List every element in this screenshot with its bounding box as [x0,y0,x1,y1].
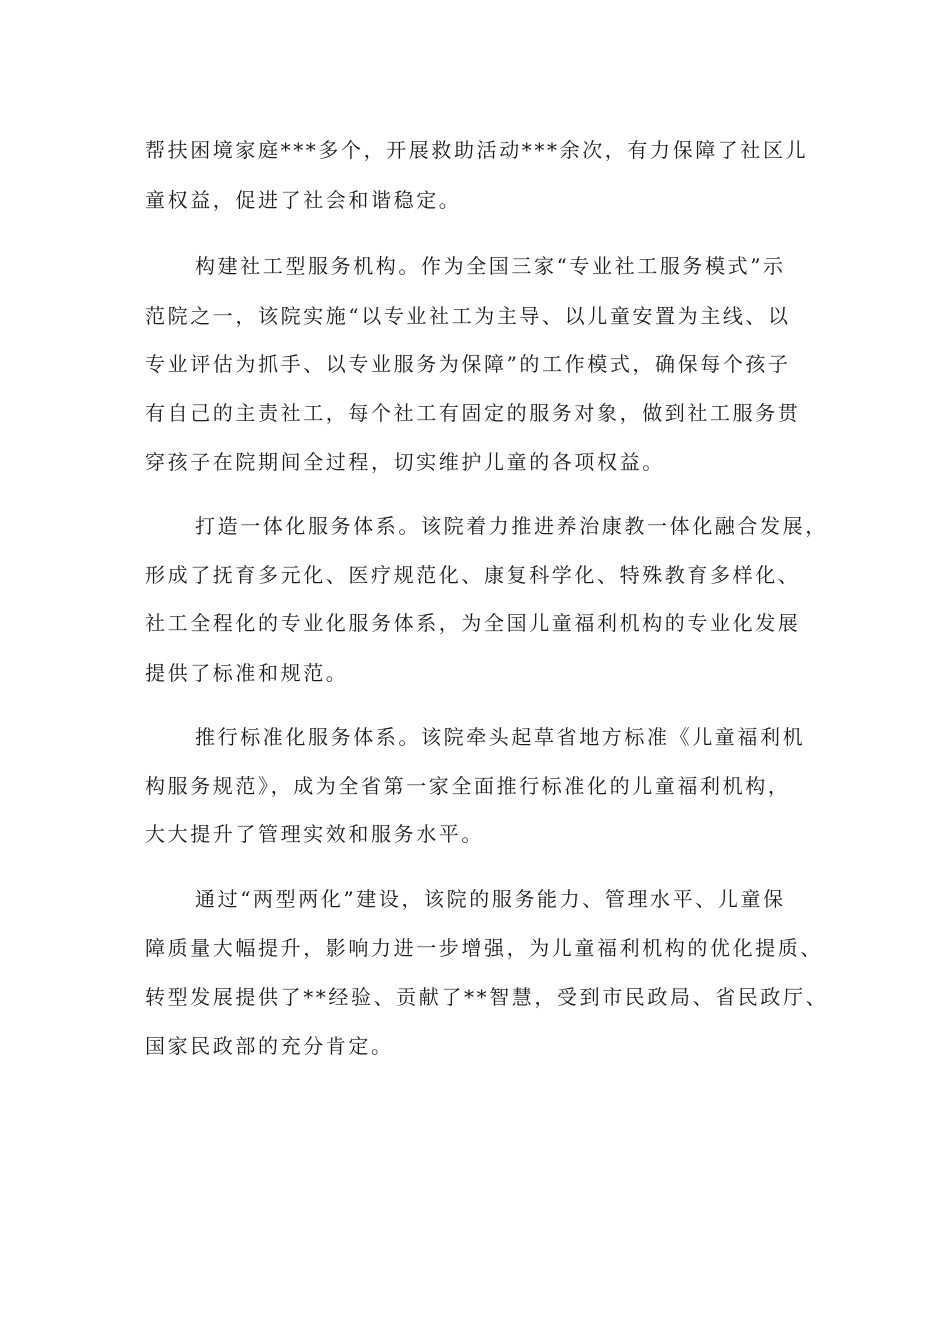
paragraph-5-line-4: 国家民政部的充分肯定。 [145,1034,394,1058]
paragraph-3-line-2: 形成了抚育多元化、医疗规范化、康复科学化、特殊教育多样化、 [145,563,801,587]
paragraph-3-line-4: 提供了标准和规范。 [145,661,349,685]
paragraph-5-line-3: 转型发展提供了**经验、贡献了**智慧，受到市民政局、省民政厅、 [145,985,829,1009]
paragraph-5-line-1: 通过“两型两化”建设，该院的服务能力、管理水平、儿童保 [195,887,786,911]
paragraph-3-line-1: 打造一体化服务体系。该院着力推进养治康教一体化融合发展， [195,514,828,538]
paragraph-5-line-2: 障质量大幅提升，影响力进一步增强，为儿童福利机构的优化提质、 [145,936,823,960]
paragraph-2-line-1: 构建社工型服务机构。作为全国三家“专业社工服务模式”示 [195,254,786,278]
paragraph-1-line-2: 童权益，促进了社会和谐稳定。 [145,188,462,212]
paragraph-4-line-2: 构服务规范》，成为全省第一家全面推行标准化的儿童福利机构， [145,774,791,798]
paragraph-2-line-2: 范院之一，该院实施“以专业社工为主导、以儿童安置为主线、以 [145,304,791,328]
paragraph-4-line-3: 大大提升了管理实效和服务水平。 [145,822,484,846]
paragraph-2-line-3: 专业评估为抓手、以专业服务为保障”的工作模式，确保每个孩子 [145,352,791,376]
paragraph-2-line-4: 有自己的主责社工，每个社工有固定的服务对象，做到社工服务贯 [145,401,801,425]
paragraph-2-line-5: 穿孩子在院期间全过程，切实维护儿童的各项权益。 [145,450,665,474]
paragraph-4-line-1: 推行标准化服务体系。该院牵头起草省地方标准《儿童福利机 [195,725,806,749]
paragraph-3-line-3: 社工全程化的专业化服务体系，为全国儿童福利机构的专业化发展 [145,611,801,635]
paragraph-1-line-1: 帮扶困境家庭***多个，开展救助活动***余次，有力保障了社区儿 [145,138,809,162]
